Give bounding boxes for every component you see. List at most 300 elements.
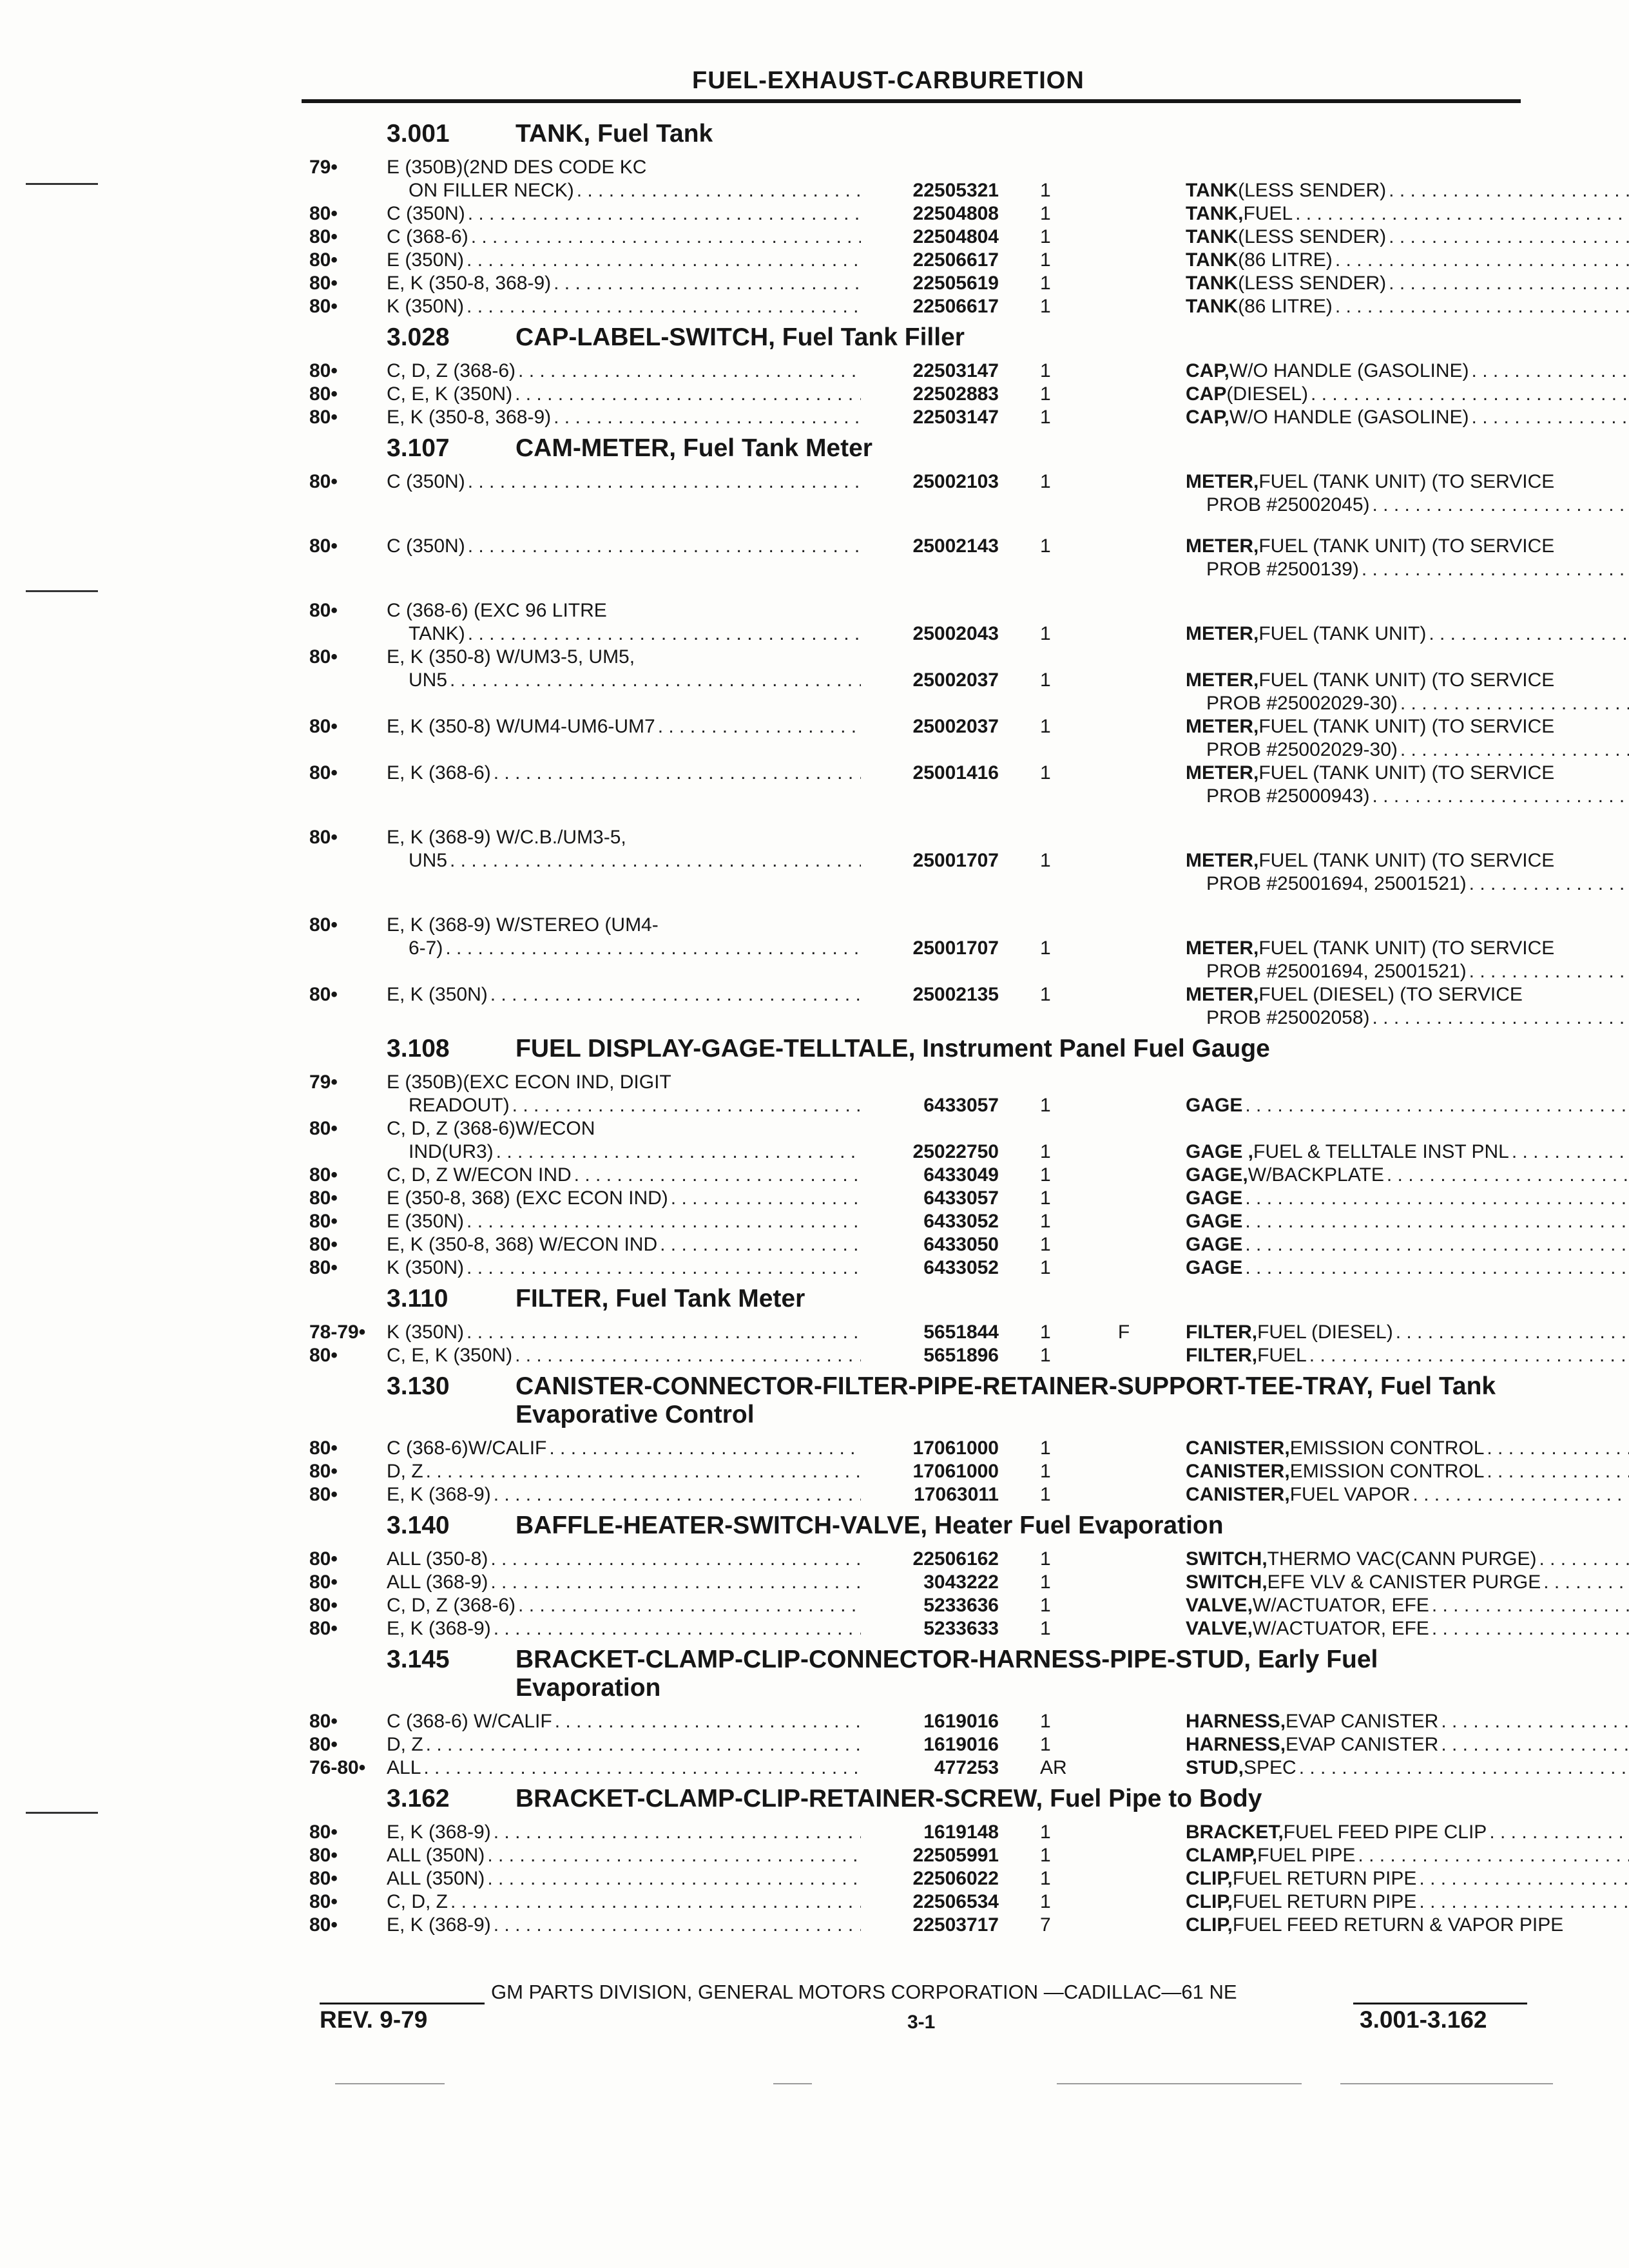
application-line [387, 914, 863, 937]
table-row [309, 1867, 1523, 1890]
application-cell [387, 914, 863, 960]
part-name: GAGE [1186, 1211, 1243, 1232]
description-text: EMISSION CONTROL [1289, 1461, 1485, 1482]
application-cell [387, 1071, 863, 1117]
description-line [1186, 1321, 1629, 1344]
part-name: VALVE, [1186, 1618, 1253, 1639]
description-cell [1178, 1233, 1629, 1256]
dot-leader [555, 1710, 861, 1733]
part-number: 17061000 [912, 1461, 999, 1482]
application-line [387, 1344, 863, 1367]
quantity: 1 [1040, 1618, 1051, 1639]
application-text: C (368-6) W/CALIF [387, 1711, 552, 1732]
application-line [387, 826, 863, 849]
part-name: CLIP, [1186, 1914, 1233, 1936]
table-row [309, 156, 1523, 202]
description-cell [1178, 272, 1629, 295]
section-number: 3.108 [387, 1035, 450, 1062]
dot-leader [1487, 1437, 1629, 1460]
model-years: 80• [309, 984, 338, 1005]
dot-leader [471, 226, 861, 249]
application-line [387, 226, 863, 249]
application-line [387, 1617, 863, 1640]
dot-leader [658, 715, 861, 738]
dot-leader [515, 383, 861, 406]
description-text: W/O HANDLE (GASOLINE) [1229, 360, 1469, 381]
dot-leader [1245, 1256, 1629, 1280]
application-cell [387, 715, 863, 738]
table-row [309, 202, 1523, 226]
application-cell [387, 1594, 863, 1617]
part-name: GAGE [1186, 1095, 1243, 1116]
model-years: 80• [309, 226, 338, 247]
part-number: 25002143 [912, 535, 999, 557]
section-heading [309, 434, 1523, 463]
application-text: TANK) [409, 623, 465, 644]
quantity: 1 [1040, 1711, 1051, 1732]
part-number: 25002037 [912, 669, 999, 691]
part-number: 6433050 [923, 1234, 999, 1255]
description-cell [1178, 914, 1629, 983]
part-name: METER, [1186, 623, 1259, 644]
quantity: 1 [1040, 1321, 1051, 1343]
quantity: 1 [1040, 1734, 1051, 1755]
application-cell [387, 1117, 863, 1164]
section-title: TANK, Fuel Tank [516, 120, 713, 148]
section-heading [309, 120, 1523, 148]
application-text: K (350N) [387, 296, 465, 317]
application-line [387, 1867, 863, 1890]
description-text: EVAP CANISTER [1286, 1711, 1439, 1732]
description-cell [1178, 1710, 1629, 1733]
description-cell [1178, 1483, 1629, 1506]
part-number: 22503147 [912, 407, 999, 428]
dot-leader [1311, 383, 1629, 406]
part-number: 1619148 [923, 1821, 999, 1843]
dot-leader [468, 202, 861, 226]
application-line [387, 1164, 863, 1187]
quantity: 1 [1040, 1234, 1051, 1255]
description-line [1186, 1233, 1629, 1256]
description-cell [1178, 383, 1629, 406]
application-line [387, 849, 863, 872]
quantity: 1 [1040, 360, 1051, 381]
section-number: 3.162 [387, 1785, 450, 1812]
description-line [1186, 1914, 1629, 1937]
application-line [387, 599, 863, 622]
scan-artifact [1057, 2083, 1302, 2084]
model-years: 80• [309, 1821, 338, 1843]
quantity: 1 [1040, 471, 1051, 492]
table-row [309, 1733, 1523, 1756]
application-line [387, 1844, 863, 1867]
dot-leader [490, 1548, 861, 1571]
description-text: FUEL [1243, 203, 1293, 224]
application-text: C, E, K (350N) [387, 383, 513, 405]
dot-leader [1472, 406, 1629, 429]
application-text: C, D, Z (368-6) [387, 360, 516, 381]
description-line [1186, 226, 1629, 249]
quantity: 1 [1040, 1437, 1051, 1459]
dot-leader [468, 470, 861, 494]
dot-leader [554, 272, 861, 295]
note-code [1070, 599, 1178, 622]
scan-artifact [1340, 2083, 1553, 2084]
part-number: 5233636 [923, 1595, 999, 1616]
description-cell [1178, 1890, 1629, 1914]
application-line [387, 1890, 863, 1914]
application-line [387, 1483, 863, 1506]
section-title: CAM-METER, Fuel Tank Meter [516, 434, 872, 462]
description-cell [1178, 1460, 1629, 1483]
catalog-section [309, 323, 1523, 429]
part-name: FILTER, [1186, 1321, 1258, 1343]
description-cell [1178, 1548, 1629, 1571]
margin-mark [26, 183, 98, 185]
application-line [387, 1140, 863, 1164]
application-line [387, 1233, 863, 1256]
dot-leader [494, 1914, 861, 1937]
application-line [387, 669, 863, 692]
dot-leader [494, 1617, 861, 1640]
description-text: (LESS SENDER) [1238, 273, 1387, 294]
part-name: HARNESS, [1186, 1711, 1286, 1732]
dot-leader [515, 1344, 861, 1367]
application-cell [387, 1437, 863, 1460]
description-text: FUEL FEED RETURN & VAPOR PIPE [1232, 1914, 1564, 1936]
description-cell [1178, 1344, 1629, 1367]
description-line [1186, 1437, 1629, 1460]
application-cell [387, 202, 863, 226]
quantity: AR [1040, 1757, 1067, 1778]
dot-leader [1299, 1756, 1629, 1780]
application-text: K (350N) [387, 1257, 465, 1278]
part-name: CANISTER, [1186, 1461, 1290, 1482]
model-years: 80• [309, 296, 338, 317]
table-row [309, 1460, 1523, 1483]
quantity: 7 [1040, 1914, 1051, 1936]
application-text: E, K (350-8) W/UM3-5, UM5, [387, 646, 635, 668]
description-line [1186, 1006, 1629, 1030]
table-row [309, 383, 1523, 406]
part-name: TANK [1186, 180, 1239, 201]
application-text: E, K (368-6) [387, 762, 491, 783]
catalog-section [309, 1372, 1523, 1506]
model-years: 80• [309, 407, 338, 428]
dot-leader [1245, 1094, 1629, 1117]
description-line [1186, 295, 1629, 318]
description-text: FUEL [1257, 1345, 1307, 1366]
part-number: 3043222 [923, 1571, 999, 1593]
table-row [309, 1617, 1523, 1640]
dot-leader [487, 1844, 861, 1867]
model-years: 80• [309, 383, 338, 405]
model-years: 80• [309, 1484, 338, 1505]
description-text: SPEC [1244, 1757, 1296, 1778]
description-cell [1178, 1571, 1629, 1594]
description-cell [1178, 983, 1629, 1030]
application-cell [387, 1571, 863, 1594]
dot-leader [450, 669, 861, 692]
description-text: (LESS SENDER) [1238, 180, 1387, 201]
description-line [1186, 1483, 1629, 1506]
part-name: VALVE, [1186, 1595, 1253, 1616]
description-text: PROB #25000943) [1206, 785, 1370, 807]
part-name: BRACKET, [1186, 1821, 1284, 1843]
dot-leader [445, 937, 861, 960]
model-years: 80• [309, 1234, 338, 1255]
description-text: FUEL (DIESEL) [1257, 1321, 1393, 1343]
dot-leader [1429, 622, 1629, 646]
description-text: W/ACTUATOR, EFE [1252, 1595, 1429, 1616]
model-years: 80• [309, 360, 338, 381]
description-text: FUEL (TANK UNIT) (TO SERVICE [1258, 937, 1555, 959]
description-cell [1178, 1756, 1629, 1780]
dot-leader [1419, 1890, 1629, 1914]
quantity: 1 [1040, 1868, 1051, 1889]
application-line [387, 1571, 863, 1594]
description-line [1186, 383, 1629, 406]
dot-leader [671, 1187, 861, 1210]
description-cell [1178, 1117, 1629, 1164]
part-name: TANK [1186, 249, 1239, 271]
description-line [1186, 1756, 1629, 1780]
dot-leader [490, 983, 861, 1006]
part-number: 25022750 [912, 1141, 999, 1162]
quantity: 1 [1040, 1548, 1051, 1570]
application-text: E, K (368-9) [387, 1914, 491, 1936]
quantity: 1 [1040, 407, 1051, 428]
section-number: 3.145 [387, 1646, 450, 1673]
section-title: CANISTER-CONNECTOR-FILTER-PIPE-RETAINER-SUPPORT-TEE-TRAY, Fuel Tank Evaporative Control [516, 1372, 1496, 1428]
application-cell [387, 1233, 863, 1256]
part-number: 25002043 [912, 623, 999, 644]
quantity: 1 [1040, 1164, 1051, 1186]
dot-leader [1335, 249, 1629, 272]
model-years: 80• [309, 471, 338, 492]
part-name: SWITCH, [1186, 1548, 1268, 1570]
description-text: FUEL (TANK UNIT) (TO SERVICE [1258, 716, 1555, 737]
quantity: 1 [1040, 1891, 1051, 1912]
part-number: 17061000 [912, 1437, 999, 1459]
dot-leader [467, 1321, 861, 1344]
section-number: 3.110 [387, 1285, 448, 1312]
description-line [1186, 249, 1629, 272]
parts-catalog-body [309, 116, 1564, 1942]
description-line [1186, 622, 1629, 646]
model-years: 80• [309, 1891, 338, 1912]
scan-artifact [773, 2083, 812, 2084]
application-line [387, 1094, 863, 1117]
section-number: 3.028 [387, 323, 450, 351]
application-cell [387, 360, 863, 383]
model-years: 80• [309, 1118, 338, 1139]
part-number: 6433057 [923, 1187, 999, 1209]
model-years: 80• [309, 1595, 338, 1616]
description-line [1186, 470, 1629, 494]
part-number: 25001707 [912, 850, 999, 871]
quantity: 1 [1040, 1187, 1051, 1209]
application-cell [387, 646, 863, 692]
table-row [309, 646, 1555, 715]
application-text: ON FILLER NECK) [409, 180, 574, 201]
description-line [1186, 738, 1629, 762]
quantity: 1 [1040, 716, 1051, 737]
description-cell [1178, 826, 1629, 896]
quantity: 1 [1040, 273, 1051, 294]
description-line [1186, 960, 1629, 983]
application-text: E (350N) [387, 1211, 465, 1232]
description-cell [1178, 406, 1629, 429]
table-row [309, 226, 1523, 249]
description-line [1186, 360, 1629, 383]
dot-leader [1373, 785, 1629, 808]
table-row [309, 1344, 1523, 1367]
dot-leader [423, 1756, 861, 1780]
part-name: GAGE [1186, 1187, 1243, 1209]
model-years: 80• [309, 1914, 338, 1936]
dot-leader [496, 1140, 861, 1164]
part-name: METER, [1186, 937, 1259, 959]
quantity: 1 [1040, 1571, 1051, 1593]
scan-artifact [335, 2083, 445, 2084]
table-row [309, 406, 1523, 429]
model-years: 80• [309, 1571, 338, 1593]
dot-leader [467, 1210, 861, 1233]
application-line [387, 249, 863, 272]
application-cell [387, 1914, 863, 1937]
description-cell [1178, 202, 1629, 226]
part-name: HARNESS, [1186, 1734, 1286, 1755]
table-row [309, 1710, 1523, 1733]
application-text: E (350B)(2ND DES CODE KC [387, 157, 647, 178]
application-line [387, 470, 863, 494]
model-years: 80• [309, 203, 338, 224]
part-number: 22506617 [912, 249, 999, 271]
application-line [387, 1548, 863, 1571]
page-number: 3-1 [907, 2012, 936, 2033]
model-years: 80• [309, 1461, 338, 1482]
description-cell [1178, 1437, 1629, 1460]
quantity: 1 [1040, 1211, 1051, 1232]
description-line [1186, 1548, 1629, 1571]
part-number: 22504808 [912, 203, 999, 224]
dot-leader [1389, 272, 1629, 295]
application-cell [387, 1164, 863, 1187]
part-number: 25002103 [912, 471, 999, 492]
description-line [1186, 1256, 1629, 1280]
application-line [387, 937, 863, 960]
dot-leader [450, 849, 861, 872]
dot-leader [1335, 295, 1629, 318]
section-number: 3.001 [387, 120, 450, 148]
description-text: FUEL (TANK UNIT) (TO SERVICE [1258, 669, 1555, 691]
description-cell [1178, 1821, 1629, 1844]
dot-leader [1373, 1006, 1629, 1030]
application-cell [387, 295, 863, 318]
model-years: 80• [309, 1187, 338, 1209]
model-years: 79• [309, 157, 338, 178]
model-years: 76-80• [309, 1757, 366, 1778]
footer-rule [1353, 2003, 1527, 2004]
part-number: 25001416 [912, 762, 999, 783]
application-text: ALL (350N) [387, 1868, 485, 1889]
application-line [387, 406, 863, 429]
part-name: TANK [1186, 226, 1239, 247]
description-text: (LESS SENDER) [1238, 226, 1387, 247]
description-line [1186, 1821, 1629, 1844]
note-code: F [1117, 1321, 1130, 1343]
table-row [309, 1756, 1523, 1780]
quantity: 1 [1040, 1484, 1051, 1505]
application-line [387, 1117, 863, 1140]
description-cell [1178, 535, 1629, 581]
section-number: 3.130 [387, 1372, 450, 1400]
part-number: 25002037 [912, 716, 999, 737]
application-text: C, E, K (350N) [387, 1345, 513, 1366]
application-line [387, 1733, 863, 1756]
dot-leader [1469, 872, 1629, 896]
part-number: 22504804 [912, 226, 999, 247]
description-text: PROB #25001694, 25001521) [1206, 961, 1467, 982]
application-cell [387, 272, 863, 295]
section-heading [309, 1512, 1523, 1540]
dot-leader [1309, 1344, 1629, 1367]
dot-leader [574, 1164, 861, 1187]
application-cell [387, 1821, 863, 1844]
section-heading [309, 1372, 1523, 1429]
application-line [387, 1187, 863, 1210]
dot-leader [426, 1733, 861, 1756]
part-name: CAP [1186, 383, 1227, 405]
model-years: 80• [309, 646, 338, 668]
section-title: BRACKET-CLAMP-CLIP-RETAINER-SCREW, Fuel Pipe to Body [516, 1785, 1262, 1812]
part-name: CLIP, [1186, 1868, 1233, 1889]
application-text: C (368-6) (EXC 96 LITRE [387, 600, 607, 621]
description-text: FUEL RETURN PIPE [1232, 1891, 1417, 1912]
application-line [387, 1210, 863, 1233]
application-line [387, 360, 863, 383]
model-years: 80• [309, 1845, 338, 1866]
row-spacer [309, 808, 1523, 826]
table-row [309, 1890, 1523, 1914]
description-cell [1178, 1733, 1629, 1756]
table-row [309, 1548, 1537, 1571]
application-text: C, D, Z (368-6) [387, 1595, 516, 1616]
description-line [1186, 1594, 1629, 1617]
section-range: 3.001-3.162 [1360, 2006, 1487, 2033]
model-years: 80• [309, 1548, 338, 1570]
description-line [1186, 1344, 1629, 1367]
description-text: FUEL RETURN PIPE [1232, 1868, 1417, 1889]
description-line [1186, 1571, 1629, 1594]
description-line [1186, 272, 1629, 295]
application-text: D, Z [387, 1461, 423, 1482]
description-text: PROB #25002029-30) [1206, 739, 1398, 760]
description-line [1186, 983, 1629, 1006]
application-text: C (350N) [387, 471, 465, 492]
application-text: E, K (368-9) [387, 1484, 491, 1505]
footer-publisher: GM PARTS DIVISION, GENERAL MOTORS CORPORATION —CADILLAC—61 NE [491, 1981, 1237, 2003]
application-cell [387, 383, 863, 406]
description-text: FUEL (TANK UNIT) (TO SERVICE [1258, 535, 1555, 557]
part-name: METER, [1186, 850, 1259, 871]
application-text: E, K (368-9) W/C.B./UM3-5, [387, 827, 626, 848]
application-line [387, 1071, 863, 1094]
application-cell [387, 1890, 863, 1914]
model-years: 80• [309, 1618, 338, 1639]
part-number: 22505321 [912, 180, 999, 201]
